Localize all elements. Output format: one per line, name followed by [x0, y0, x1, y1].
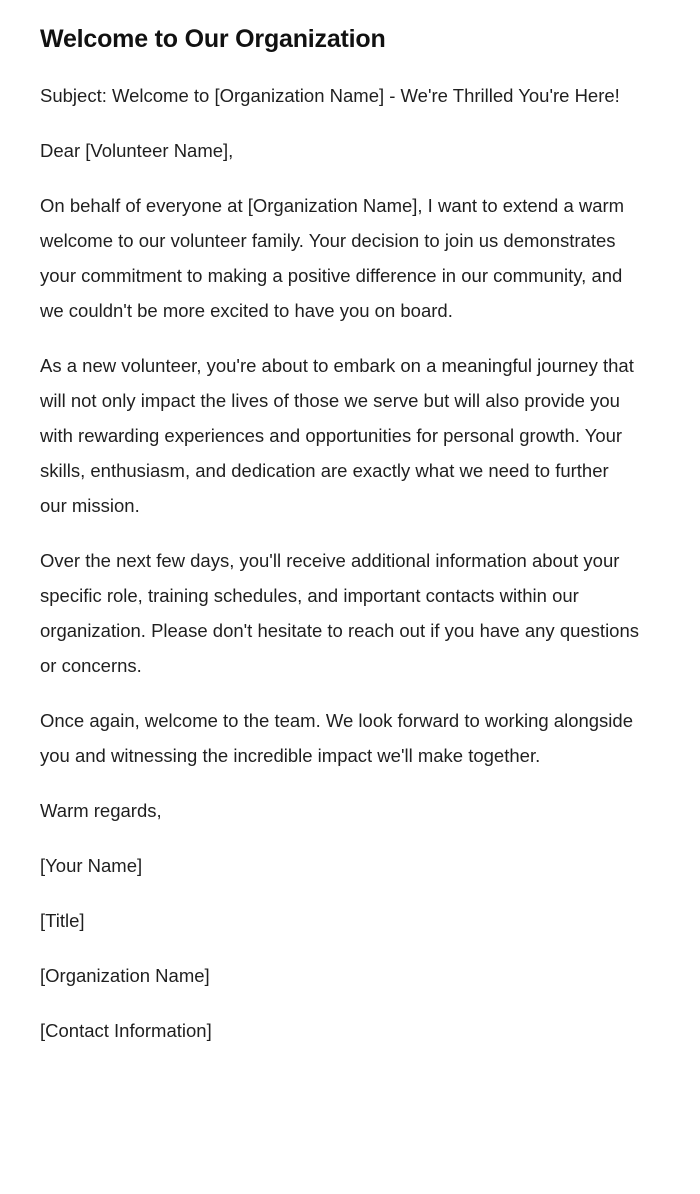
signature-title: [Title]: [40, 910, 85, 931]
page-title: Welcome to Our Organization: [40, 25, 386, 53]
paragraph-subject: Subject: Welcome to [Organization Name] - We're Thrilled You're Here!: [40, 85, 620, 106]
paragraph-closing: Once again, welcome to the team. We look forward to working alongside you and witnessing the incredible impact we'll make together.: [40, 710, 633, 766]
signature-organization-name: [Organization Name]: [40, 965, 210, 986]
paragraph-next-steps: Over the next few days, you'll receive additional information about your specific role, training schedules, and important contacts within our organization. Please don't hesitate to reach out if you have any questions or concerns.: [40, 550, 640, 676]
paragraph-salutation: Dear [Volunteer Name],: [40, 140, 234, 161]
letter-body: [40, 78, 660, 1048]
signature-contact-information: [Contact Information]: [40, 1020, 212, 1041]
paragraph-journey: As a new volunteer, you're about to embark on a meaningful journey that will not only impact the lives of those we serve but will also provide you with rewarding experiences and opportunities for personal growth. Your skills, enthusiasm, and dedication are exactly what we need to further our mission.: [40, 355, 634, 516]
paragraph-welcome: On behalf of everyone at [Organization Name], I want to extend a warm welcome to our volunteer family. Your decision to join us demonstrates your commitment to making a positive difference in our community, and we couldn't be more excited to have you on board.: [40, 195, 625, 321]
signoff-warm-regards: Warm regards,: [40, 800, 162, 821]
signature-your-name: [Your Name]: [40, 855, 143, 876]
